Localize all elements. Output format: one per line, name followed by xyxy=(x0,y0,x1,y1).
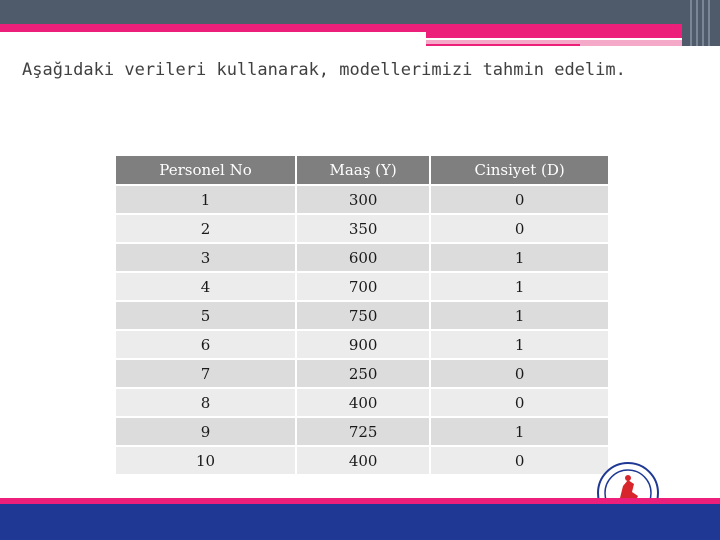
data-table xyxy=(116,156,608,474)
cell-maas: 725 xyxy=(295,416,429,445)
cell-maas: 750 xyxy=(295,300,429,329)
cell-cinsiyet: 1 xyxy=(429,242,608,271)
bottom-footer-band xyxy=(0,504,720,540)
table-row xyxy=(116,300,608,329)
table-row xyxy=(116,358,608,387)
cell-maas: 350 xyxy=(295,213,429,242)
table-row xyxy=(116,213,608,242)
table-row xyxy=(116,416,608,445)
cell-personel-no: 9 xyxy=(116,416,295,445)
cell-cinsiyet: 0 xyxy=(429,445,608,474)
cell-cinsiyet: 1 xyxy=(429,416,608,445)
cell-cinsiyet: 0 xyxy=(429,184,608,213)
cell-personel-no: 8 xyxy=(116,387,295,416)
table-row xyxy=(116,445,608,474)
table-row xyxy=(116,329,608,358)
cell-personel-no: 7 xyxy=(116,358,295,387)
slide-title: Aşağıdaki verileri kullanarak, modellerimizi tahmin edelim. xyxy=(22,60,626,80)
header-maas: Maaş (Y) xyxy=(295,156,429,184)
top-right-corner-lines xyxy=(690,0,710,46)
header-personel-no: Personel No xyxy=(116,156,295,184)
cell-cinsiyet: 0 xyxy=(429,387,608,416)
cell-personel-no: 2 xyxy=(116,213,295,242)
cell-maas: 250 xyxy=(295,358,429,387)
cell-personel-no: 5 xyxy=(116,300,295,329)
table-header-row xyxy=(116,156,608,184)
cell-maas: 400 xyxy=(295,445,429,474)
top-accent-thin-line xyxy=(426,44,580,46)
cell-personel-no: 3 xyxy=(116,242,295,271)
table-row xyxy=(116,184,608,213)
cell-cinsiyet: 0 xyxy=(429,213,608,242)
table-row xyxy=(116,387,608,416)
top-accent-stripe-right xyxy=(426,32,720,38)
cell-maas: 900 xyxy=(295,329,429,358)
header-cinsiyet: Cinsiyet (D) xyxy=(429,156,608,184)
cell-personel-no: 10 xyxy=(116,445,295,474)
cell-personel-no: 1 xyxy=(116,184,295,213)
table-row xyxy=(116,242,608,271)
top-header-band xyxy=(0,0,720,24)
cell-personel-no: 4 xyxy=(116,271,295,300)
cell-maas: 600 xyxy=(295,242,429,271)
cell-cinsiyet: 0 xyxy=(429,358,608,387)
cell-cinsiyet: 1 xyxy=(429,300,608,329)
cell-personel-no: 6 xyxy=(116,329,295,358)
top-accent-stripe xyxy=(0,24,720,32)
cell-cinsiyet: 1 xyxy=(429,271,608,300)
cell-maas: 300 xyxy=(295,184,429,213)
table-row xyxy=(116,271,608,300)
cell-maas: 700 xyxy=(295,271,429,300)
cell-cinsiyet: 1 xyxy=(429,329,608,358)
cell-maas: 400 xyxy=(295,387,429,416)
